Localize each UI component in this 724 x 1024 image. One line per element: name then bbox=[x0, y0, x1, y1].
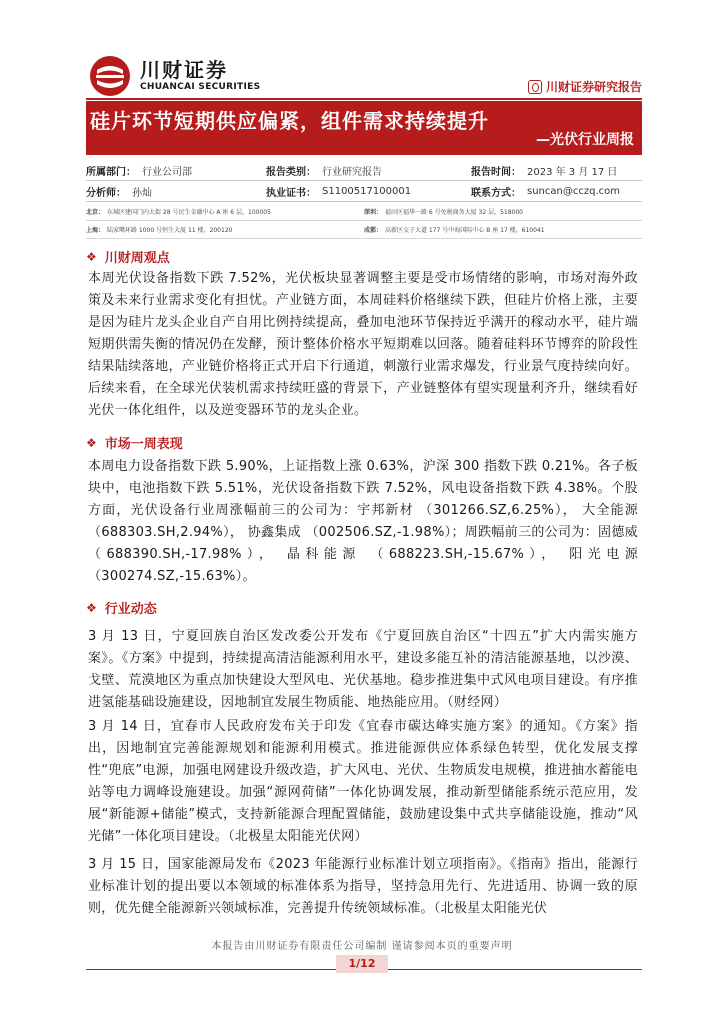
section-heading-industry-news bbox=[86, 598, 157, 617]
section-title: 川财周观点 bbox=[104, 251, 170, 266]
address-label: 深圳： bbox=[364, 209, 383, 216]
address-row bbox=[86, 221, 642, 239]
dept-label: 所属部门： bbox=[86, 166, 136, 178]
diamond-bullet-icon: ❖ bbox=[86, 600, 97, 615]
market-paragraph: 本周电力设备指数下跌 5.90%，上证指数上涨 0.63%，沪深 300 指数下跌 0.21%。各子板块中，电池指数下跌 5.51%，光伏设备指数下跌 7.52%，风电设备指数下跌 4.38%。个股方面，光伏设备行业周涨幅前三的公司为：宇邦新材 （301266.SZ,6.25%）， 大全能源（688303.SH,2.94%）， 协鑫集成 （002506.SZ,-1.98%）；周跌幅前三的公司为：固德威（688390.SH,-17.98%）， 晶科能源 （688223.SH,-15.67%）， 阳光电源 （300274.SZ,-15.63%）。 bbox=[88, 459, 638, 584]
section-title: 市场一周表现 bbox=[104, 437, 183, 452]
report-meta bbox=[86, 160, 642, 202]
header-divider bbox=[86, 98, 642, 100]
news-paragraph: 3 月 14 日，宜春市人民政府发布关于印发《宜春市碳达峰实施方案》的通知。《方案》指出，因地制宜完善能源规划和能源利用模式。推进能源供应体系绿色转型，优化发展支撑性“兜底”电源，加强电网建设升级改造，扩大风电、光伏、生物质发电规模，推进抽水蓄能电站等电力调峰设施建设。加强“源网荷储”一体化协调发展，推动新型储能系统示范应用，发展“新能源+储能”模式，支持新能源合理配置储能，鼓励建设集中式共享储能设施，推动“风光储”一体化项目建设。（北极星太阳能光伏网） bbox=[88, 719, 638, 844]
address-label: 上海： bbox=[86, 227, 105, 234]
brand-name-en: CHUANCAI SECURITIES bbox=[140, 82, 261, 92]
address-label: 成都： bbox=[364, 227, 383, 234]
chuancai-logo-icon bbox=[88, 54, 132, 98]
address-text: 东城区建国门内大街 28 号民生金融中心 A 座 6 层，100005 bbox=[107, 209, 271, 216]
time-label: 报告时间： bbox=[471, 166, 521, 178]
office-addresses bbox=[86, 203, 642, 239]
viewpoint-paragraph: 本周光伏设备指数下跌 7.52%，光伏板块显著调整主要是受市场情绪的影响，市场对海外政策及未来行业需求变化有担忧。产业链方面，本周硅料价格继续下跌，但硅片价格上涨，主要是因为硅片龙头企业自产自用比例持续提高，叠加电池环节保持近乎满开的稼动水平，硅片端短期供需失衡的情况仍在发酵，预计整体价格水平短期难以回落。随着硅料环节博弈的阶段性结果陆续落地，产业链价格将正式开启下行通道，刺激行业需求爆发，行业景气度持续向好。后续来看，在全球光伏装机需求持续旺盛的背景下，产业链整体有望实现量利齐升，继续看好光伏一体化组件，以及逆变器环节的龙头企业。 bbox=[88, 271, 638, 418]
contact-label: 联系方式： bbox=[471, 187, 521, 199]
brand-logo bbox=[88, 54, 260, 98]
report-tag-label: 川财证券研究报告 bbox=[545, 80, 642, 94]
address-row bbox=[86, 203, 642, 221]
time-value: 2023 年 3 月 17 日 bbox=[527, 166, 618, 178]
brand-name-cn: 川财证券 bbox=[140, 58, 228, 82]
news-paragraph: 3 月 13 日，宁夏回族自治区发改委公开发布《宁夏回族自治区“十四五”扩大内需实施方案》。《方案》中提到，持续提高清洁能源利用水平，建设多能互补的清洁能源基地，以沙漠、戈壁、荒漠地区为重点加快建设大型风电、光伏基地。稳步推进集中式风电项目建设。有序推进氢能基础设施建设，因地制宜发展生物质能、地热能应用。（财经网） bbox=[88, 629, 638, 710]
report-tag bbox=[528, 78, 642, 95]
address-text: 陆家嘴环路 1000 号恒生大厦 11 楼，200120 bbox=[107, 227, 233, 234]
analyst-label: 分析师： bbox=[86, 187, 126, 199]
dept-value: 行业公司部 bbox=[142, 166, 192, 178]
diamond-bullet-icon: ❖ bbox=[86, 249, 97, 264]
cert-label: 执业证书： bbox=[266, 187, 316, 199]
section-title: 行业动态 bbox=[104, 602, 157, 617]
contact-email[interactable]: suncan@cczq.com bbox=[527, 185, 620, 197]
section-heading-market bbox=[86, 433, 183, 452]
report-title: 硅片环节短期供应偏紧，组件需求持续提升 bbox=[90, 109, 489, 133]
section-heading-viewpoint bbox=[86, 247, 170, 266]
diamond-bullet-icon: ❖ bbox=[86, 435, 97, 450]
footer-disclaimer: 本报告由川财证券有限责任公司编制 谨请参阅本页的重要声明 bbox=[211, 941, 513, 952]
news-paragraph: 3 月 15 日，国家能源局发布《2023 年能源行业标准计划立项指南》。《指南》指出，能源行业标准计划的提出要以本领域的标准体系为指导，坚持急用先行、先进适用、协调一致的原则，优先健全能源新兴领域标准，完善提升传统领域标准。（北极星太阳能光伏 bbox=[88, 857, 638, 916]
title-band bbox=[86, 101, 642, 155]
report-badge-icon bbox=[528, 80, 542, 94]
address-text: 高新区交子大道 177 号中海国际中心 B 座 17 楼，610041 bbox=[385, 227, 545, 234]
report-subtitle: —光伏行业周报 bbox=[536, 132, 634, 148]
analyst-value: 孙灿 bbox=[132, 187, 152, 199]
cert-value: S1100517100001 bbox=[322, 185, 412, 197]
address-label: 北京： bbox=[86, 209, 105, 216]
type-value: 行业研究报告 bbox=[322, 166, 382, 178]
type-label: 报告类别： bbox=[266, 166, 316, 178]
page-number: 1/12 bbox=[336, 955, 388, 973]
address-text: 福田区福华一路 6 号免税商务大厦 32 层，518000 bbox=[385, 209, 524, 216]
meta-row bbox=[86, 181, 642, 202]
meta-row bbox=[86, 160, 642, 181]
